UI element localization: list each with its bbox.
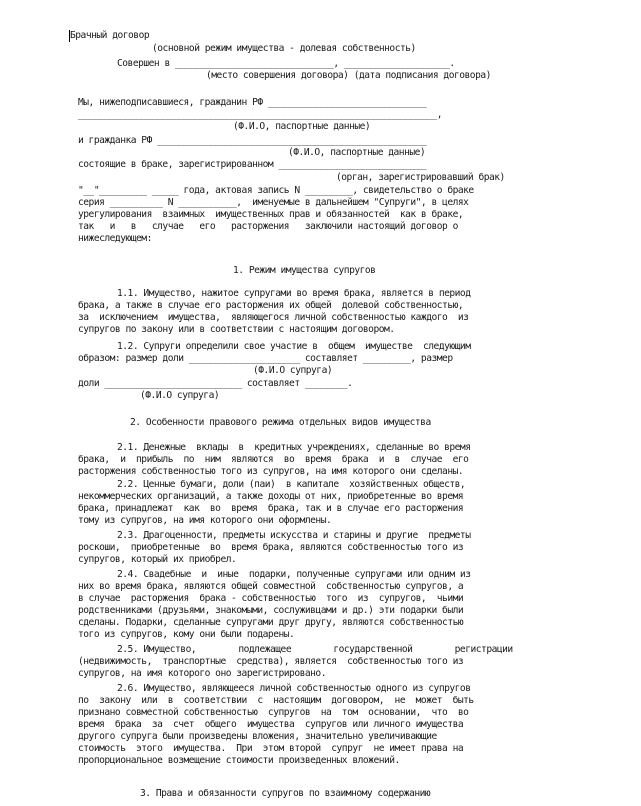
- document-line: (орган, зарегистрировавший брак): [336, 172, 505, 183]
- document-line: Мы, нижеподписавшиеся, гражданин РФ ______________________________: [78, 97, 427, 108]
- document-line: образом: размер доли _____________________ составляет _________, размер: [78, 353, 453, 364]
- document-line: (недвижимость, транспортные средства), является собственностью того из: [78, 656, 464, 667]
- document-line: стоимость этого имущества. При этом второй супруг не имеет права на: [78, 743, 464, 754]
- document-line: (Ф.И.О, паспортные данные): [233, 121, 371, 132]
- document-line: по закону или в соответствии с настоящим договором, не может быть: [78, 695, 474, 706]
- document-line: серия __________ N ___________, именуемые в дальнейшем "Супруги", в целях: [78, 197, 469, 208]
- document-line: 3. Права и обязанности супругов по взаимному содержанию: [140, 788, 431, 799]
- document-line: супругов, который их приобрел.: [78, 554, 237, 565]
- document-line: за исключением имущества, являющегося личной собственностью каждого из: [78, 312, 469, 323]
- document-line: некоммерческих организаций, а также доходы от них, приобретенные во время: [78, 491, 464, 502]
- document-line: состоящие в браке, зарегистрированном ____________________________: [78, 159, 427, 170]
- document-line: (основной режим имущества - долевая собственность): [152, 43, 416, 54]
- document-line: Брачный договор: [70, 30, 150, 41]
- document-line: (место совершения договора) (дата подписания договора): [206, 70, 491, 81]
- document-line: расторжения собственностью того из супругов, на имя которого они сделаны.: [78, 466, 464, 477]
- document-line: супругов по закону или в соответствии с настоящим договором.: [78, 324, 395, 335]
- document-line: (Ф.И.О супруга): [253, 365, 333, 376]
- document-line: другого супруга были произведены вложения, значительно увеличивающие: [78, 731, 437, 742]
- document-line: время брака за счет общего имущества супругов или личного имущества: [78, 719, 464, 730]
- document-line: брака, а также в случае его расторжения их общей долевой собственностью,: [78, 300, 464, 311]
- document-line: 2.5. Имущество, подлежащее государственной регистрации: [117, 644, 513, 655]
- document-line: "__"_________ _____ года, актовая запись N _________, свидетельство о браке: [78, 185, 474, 196]
- document-line: 1. Режим имущества супругов: [233, 265, 376, 276]
- document-line: Совершен в ______________________________, ____________________.: [117, 58, 455, 69]
- document-line: пропорциональное возмещение стоимости произведенных вложений.: [78, 755, 400, 766]
- document-line: и гражданка РФ ___________________________________________________: [78, 135, 427, 146]
- document-line: 2.1. Денежные вклады в кредитных учреждениях, сделанные во время: [117, 442, 471, 453]
- document-line: (Ф.И.О супруга): [140, 390, 220, 401]
- document-line: роскоши, приобретенные во время брака, являются собственностью того из: [78, 542, 464, 553]
- document-line: (Ф.И.О, паспортные данные): [288, 147, 426, 158]
- document-line: 2.3. Драгоценности, предметы искусства и старины и другие предметы: [117, 530, 471, 541]
- document-line: брака, и прибыль по ним являются во время брака и в случае его: [78, 454, 469, 465]
- document-line: признано совместной собственностью супругов на том основании, что во: [78, 707, 469, 718]
- document-line: 1.1. Имущество, нажитое супругами во время брака, является в период: [117, 288, 471, 299]
- document-line: них во время брака, являются общей совместной собственностью супругов, а: [78, 581, 464, 592]
- document-line: 2.6. Имущество, являющееся личной собственностью одного из супругов: [117, 683, 471, 694]
- document-line: брака, принадлежат как во время брака, так и в случае его расторжения: [78, 503, 464, 514]
- document-line: так и в случае его расторжения заключили настоящий договор о: [78, 221, 458, 232]
- document-line: сделаны. Подарки, сделанные супругами друг другу, являются собственностью: [78, 617, 464, 628]
- document-line: нижеследующем:: [78, 233, 152, 244]
- document-line: 2.4. Свадебные и иные подарки, полученные супругами или одним из: [117, 569, 471, 580]
- document-line: доли __________________________ составляет ________.: [78, 378, 353, 389]
- document-line: 1.2. Супруги определили свое участие в общем имуществе следующим: [117, 341, 471, 352]
- document-line: родственниками (друзьями, знакомыми, сослуживцами и др.) эти подарки были: [78, 605, 464, 616]
- document-line: урегулирования взаимных имущественных прав и обязанностей как в браке,: [78, 209, 464, 220]
- document-line: тому из супругов, на имя которого они оформлены.: [78, 515, 332, 526]
- document-line: 2.2. Ценные бумаги, доли (паи) в капитале хозяйственных обществ,: [117, 479, 466, 490]
- document-line: 2. Особенности правового режима отдельных видов имущества: [130, 417, 431, 428]
- document-line: в случае расторжения брака - собственностью того из супругов, чьими: [78, 593, 464, 604]
- document-line: ____________________________________________________________________,: [78, 109, 443, 120]
- document-line: супругов, на имя которого оно зарегистрировано.: [78, 668, 326, 679]
- document-line: того из супругов, кому они были подарены.: [78, 629, 295, 640]
